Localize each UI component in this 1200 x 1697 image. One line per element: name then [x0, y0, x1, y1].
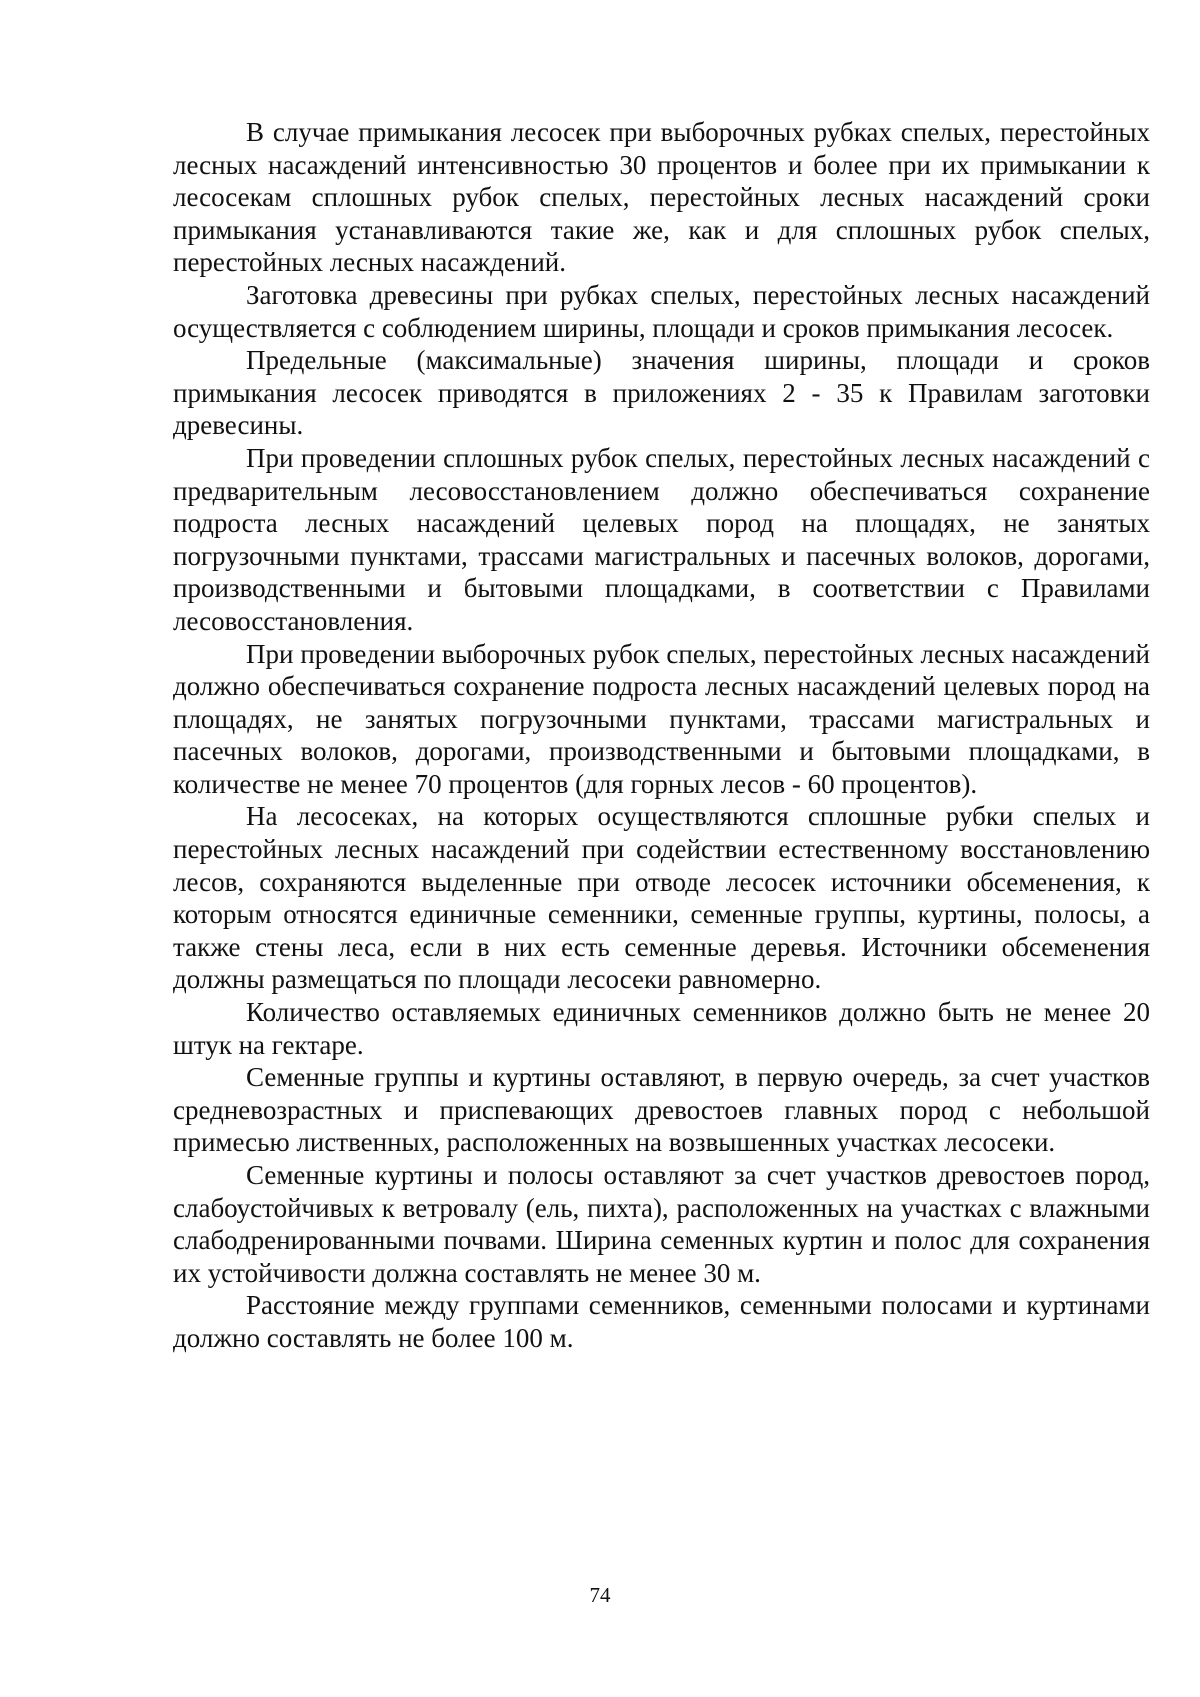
paragraph-10: Расстояние между группами семенников, семенными полосами и куртинами должно составлять не более 100 м. [173, 1290, 1150, 1353]
paragraph-9: Семенные куртины и полосы оставляют за счет участков древостоев пород, слабоустойчивых к ветровалу (ель, пихта), расположенных на участках с влажными слабодренированными почвами. Ширина семенных куртин и полос для сохранения их устойчивости должна составлять не менее 30 м. [173, 1160, 1150, 1288]
paragraph-3: Предельные (максимальные) значения ширины, площади и сроков примыкания лесосек приводятся в приложениях 2 - 35 к Правилам заготовки древесины. [173, 345, 1150, 441]
document-body [173, 116, 1150, 1355]
paragraph-5: При проведении выборочных рубок спелых, перестойных лесных насаждений должно обеспечиваться сохранение подроста лесных насаждений целевых пород на площадях, не занятых погрузочными пунктами, трассами магистральных и пасечных волоков, дорогами, производственными и бытовыми площадками, в количестве не менее 70 процентов (для горных лесов - 60 процентов). [173, 638, 1150, 799]
paragraph-6: На лесосеках, на которых осуществляются сплошные рубки спелых и перестойных лесных насаждений при содействии естественному восстановлению лесов, сохраняются выделенные при отводе лесосек источники обсеменения, к которым относятся единичные семенники, семенные группы, куртины, полосы, а также стены леса, если в них есть семенные деревья. Источники обсеменения должны размещаться по площади лесосеки равномерно. [173, 801, 1150, 995]
page-number: 74 [589, 1583, 611, 1607]
paragraph-2: Заготовка древесины при рубках спелых, перестойных лесных насаждений осуществляется с соблюдением ширины, площади и сроков примыкания лесосек. [173, 279, 1150, 343]
paragraph-4: При проведении сплошных рубок спелых, перестойных лесных насаждений с предварительным лесовосстановлением должно обеспечиваться сохранение подроста лесных насаждений целевых пород на площадях, не занятых погрузочными пунктами, трассами магистральных и пасечных волоков, дорогами, производственными и бытовыми площадками, в соответствии с Правилами лесовосстановления. [173, 442, 1150, 636]
paragraph-7: Количество оставляемых единичных семенников должно быть не менее 20 штук на гектаре. [173, 997, 1150, 1060]
paragraph-1: В случае примыкания лесосек при выборочных рубках спелых, перестойных лесных насаждений интенсивностью 30 процентов и более при их примыкании к лесосекам сплошных рубок спелых, перестойных лесных насаждений сроки примыкания устанавливаются такие же, как и для сплошных рубок спелых, перестойных лесных насаждений. [173, 117, 1150, 278]
paragraph-8: Семенные группы и куртины оставляют, в первую очередь, за счет участков средневозрастных и приспевающих древостоев главных пород с небольшой примесью лиственных, расположенных на возвышенных участках лесосеки. [173, 1062, 1150, 1158]
